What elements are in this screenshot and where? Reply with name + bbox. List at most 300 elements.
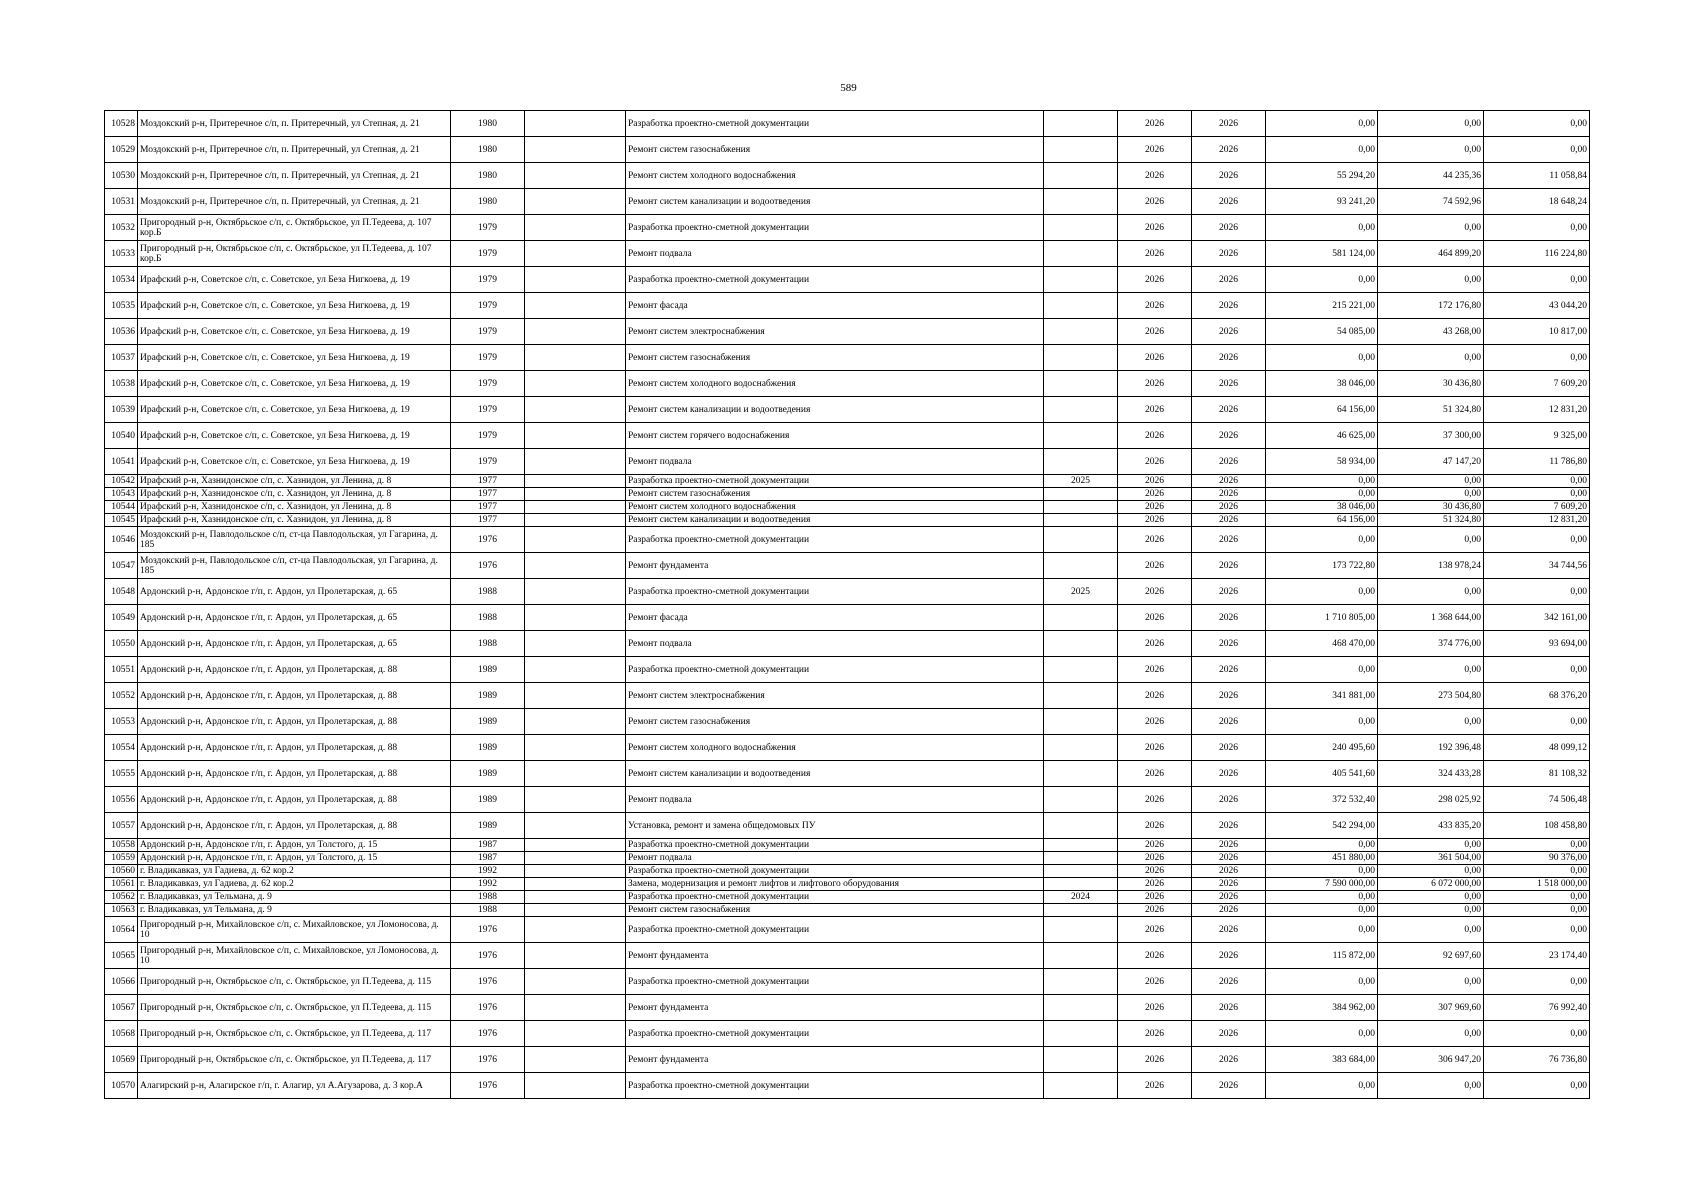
fund-share-cell: 0,00 [1378,215,1484,241]
end-year-cell: 2026 [1192,501,1266,514]
design-year-cell [1044,345,1118,371]
total-cost-cell: 405 541,60 [1266,761,1378,787]
fund-share-cell: 37 300,00 [1378,423,1484,449]
address-cell: Ардонский р-н, Ардонское г/п, г. Ардон, ул Толстого, д. 15 [138,852,451,865]
blank-cell [525,475,626,488]
blank-cell [525,683,626,709]
start-year-cell: 2026 [1118,735,1192,761]
fund-share-cell: 74 592,96 [1378,189,1484,215]
blank-cell [525,371,626,397]
work-type-cell: Ремонт фундамента [626,1047,1044,1073]
year-built-cell: 1979 [451,397,525,423]
row-number: 10530 [105,163,138,189]
start-year-cell: 2026 [1118,683,1192,709]
year-built-cell: 1989 [451,657,525,683]
start-year-cell: 2026 [1118,787,1192,813]
address-cell: Пригородный р-н, Михайловское с/п, с. Михайловское, ул Ломоносова, д. 10 [138,943,451,969]
address-cell: Пригородный р-н, Октябрьское с/п, с. Октябрьское, ул П.Тедеева, д. 107 кор.Б [138,215,451,241]
total-cost-cell: 0,00 [1266,579,1378,605]
end-year-cell: 2026 [1192,891,1266,904]
address-cell: Ардонский р-н, Ардонское г/п, г. Ардон, ул Пролетарская, д. 88 [138,657,451,683]
total-cost-cell: 0,00 [1266,527,1378,553]
fund-share-cell: 0,00 [1378,904,1484,917]
owner-share-cell: 34 744,56 [1484,553,1590,579]
owner-share-cell: 0,00 [1484,904,1590,917]
table-row [105,241,1590,267]
work-type-cell: Ремонт систем газоснабжения [626,137,1044,163]
start-year-cell: 2026 [1118,371,1192,397]
fund-share-cell: 1 368 644,00 [1378,605,1484,631]
end-year-cell: 2026 [1192,631,1266,657]
end-year-cell: 2026 [1192,319,1266,345]
start-year-cell: 2026 [1118,475,1192,488]
end-year-cell: 2026 [1192,397,1266,423]
work-type-cell: Ремонт подвала [626,631,1044,657]
blank-cell [525,111,626,137]
work-type-cell: Разработка проектно-сметной документации [626,527,1044,553]
blank-cell [525,527,626,553]
address-cell: Моздокский р-н, Павлодольское с/п, ст-ца Павлодольская, ул Гагарина, д. 185 [138,553,451,579]
work-type-cell: Замена, модернизация и ремонт лифтов и лифтового оборудования [626,878,1044,891]
total-cost-cell: 38 046,00 [1266,501,1378,514]
year-built-cell: 1976 [451,1047,525,1073]
fund-share-cell: 306 947,20 [1378,1047,1484,1073]
owner-share-cell: 0,00 [1484,137,1590,163]
address-cell: Моздокский р-н, Павлодольское с/п, ст-ца Павлодольская, ул Гагарина, д. 185 [138,527,451,553]
design-year-cell [1044,1047,1118,1073]
end-year-cell: 2026 [1192,904,1266,917]
start-year-cell: 2026 [1118,761,1192,787]
total-cost-cell: 341 881,00 [1266,683,1378,709]
end-year-cell: 2026 [1192,1073,1266,1099]
row-number: 10558 [105,839,138,852]
table-row [105,397,1590,423]
total-cost-cell: 46 625,00 [1266,423,1378,449]
work-type-cell: Ремонт систем электроснабжения [626,319,1044,345]
table-body [105,111,1590,1099]
design-year-cell [1044,527,1118,553]
start-year-cell: 2026 [1118,163,1192,189]
start-year-cell: 2026 [1118,969,1192,995]
design-year-cell [1044,852,1118,865]
table-row [105,111,1590,137]
owner-share-cell: 0,00 [1484,891,1590,904]
design-year-cell [1044,111,1118,137]
table-row [105,189,1590,215]
total-cost-cell: 0,00 [1266,969,1378,995]
work-type-cell: Разработка проектно-сметной документации [626,215,1044,241]
blank-cell [525,761,626,787]
year-built-cell: 1979 [451,241,525,267]
row-number: 10557 [105,813,138,839]
row-number: 10560 [105,865,138,878]
end-year-cell: 2026 [1192,111,1266,137]
start-year-cell: 2026 [1118,605,1192,631]
work-type-cell: Разработка проектно-сметной документации [626,865,1044,878]
table-row [105,761,1590,787]
end-year-cell: 2026 [1192,579,1266,605]
blank-cell [525,605,626,631]
end-year-cell: 2026 [1192,267,1266,293]
design-year-cell: 2025 [1044,475,1118,488]
design-year-cell [1044,683,1118,709]
table-row [105,891,1590,904]
end-year-cell: 2026 [1192,189,1266,215]
end-year-cell: 2026 [1192,371,1266,397]
design-year-cell [1044,449,1118,475]
end-year-cell: 2026 [1192,813,1266,839]
fund-share-cell: 43 268,00 [1378,319,1484,345]
design-year-cell [1044,839,1118,852]
total-cost-cell: 0,00 [1266,215,1378,241]
work-type-cell: Ремонт систем газоснабжения [626,709,1044,735]
owner-share-cell: 0,00 [1484,865,1590,878]
address-cell: Ардонский р-н, Ардонское г/п, г. Ардон, ул Пролетарская, д. 65 [138,605,451,631]
address-cell: Пригородный р-н, Октябрьское с/п, с. Октябрьское, ул П.Тедеева, д. 117 [138,1047,451,1073]
owner-share-cell: 76 736,80 [1484,1047,1590,1073]
work-type-cell: Ремонт систем холодного водоснабжения [626,735,1044,761]
owner-share-cell: 9 325,00 [1484,423,1590,449]
design-year-cell [1044,709,1118,735]
total-cost-cell: 0,00 [1266,904,1378,917]
start-year-cell: 2026 [1118,813,1192,839]
address-cell: Ардонский р-н, Ардонское г/п, г. Ардон, ул Толстого, д. 15 [138,839,451,852]
blank-cell [525,501,626,514]
design-year-cell [1044,865,1118,878]
end-year-cell: 2026 [1192,787,1266,813]
blank-cell [525,995,626,1021]
start-year-cell: 2026 [1118,865,1192,878]
year-built-cell: 1989 [451,761,525,787]
table-row [105,215,1590,241]
end-year-cell: 2026 [1192,293,1266,319]
fund-share-cell: 0,00 [1378,137,1484,163]
blank-cell [525,878,626,891]
fund-share-cell: 192 396,48 [1378,735,1484,761]
total-cost-cell: 0,00 [1266,891,1378,904]
row-number: 10555 [105,761,138,787]
table-row [105,709,1590,735]
design-year-cell [1044,423,1118,449]
address-cell: Ирафский р-н, Хазнидонское с/п, с. Хазнидон, ул Ленина, д. 8 [138,488,451,501]
blank-cell [525,514,626,527]
work-type-cell: Ремонт фасада [626,605,1044,631]
owner-share-cell: 0,00 [1484,267,1590,293]
fund-share-cell: 0,00 [1378,839,1484,852]
owner-share-cell: 12 831,20 [1484,514,1590,527]
end-year-cell: 2026 [1192,488,1266,501]
end-year-cell: 2026 [1192,423,1266,449]
work-type-cell: Ремонт фундамента [626,943,1044,969]
total-cost-cell: 1 710 805,00 [1266,605,1378,631]
address-cell: Ирафский р-н, Советское с/п, с. Советское, ул Беза Нигкоева, д. 19 [138,397,451,423]
work-type-cell: Установка, ремонт и замена общедомовых ПУ [626,813,1044,839]
blank-cell [525,735,626,761]
owner-share-cell: 93 694,00 [1484,631,1590,657]
work-type-cell: Ремонт систем электроснабжения [626,683,1044,709]
start-year-cell: 2026 [1118,527,1192,553]
start-year-cell: 2026 [1118,345,1192,371]
fund-share-cell: 0,00 [1378,111,1484,137]
blank-cell [525,189,626,215]
work-type-cell: Ремонт систем канализации и водоотведения [626,761,1044,787]
row-number: 10550 [105,631,138,657]
table-row [105,943,1590,969]
year-built-cell: 1979 [451,215,525,241]
start-year-cell: 2026 [1118,917,1192,943]
end-year-cell: 2026 [1192,709,1266,735]
design-year-cell [1044,735,1118,761]
row-number: 10567 [105,995,138,1021]
blank-cell [525,631,626,657]
address-cell: Ирафский р-н, Хазнидонское с/п, с. Хазнидон, ул Ленина, д. 8 [138,501,451,514]
start-year-cell: 2026 [1118,111,1192,137]
fund-share-cell: 0,00 [1378,865,1484,878]
year-built-cell: 1979 [451,319,525,345]
design-year-cell [1044,293,1118,319]
start-year-cell: 2026 [1118,241,1192,267]
total-cost-cell: 0,00 [1266,345,1378,371]
year-built-cell: 1989 [451,813,525,839]
table-row [105,1073,1590,1099]
total-cost-cell: 0,00 [1266,475,1378,488]
address-cell: Ирафский р-н, Хазнидонское с/п, с. Хазнидон, ул Ленина, д. 8 [138,514,451,527]
total-cost-cell: 384 962,00 [1266,995,1378,1021]
fund-share-cell: 30 436,80 [1378,371,1484,397]
start-year-cell: 2026 [1118,423,1192,449]
fund-share-cell: 0,00 [1378,267,1484,293]
fund-share-cell: 0,00 [1378,657,1484,683]
start-year-cell: 2026 [1118,709,1192,735]
address-cell: Пригородный р-н, Октябрьское с/п, с. Октябрьское, ул П.Тедеева, д. 115 [138,969,451,995]
fund-share-cell: 92 697,60 [1378,943,1484,969]
owner-share-cell: 11 786,80 [1484,449,1590,475]
design-year-cell [1044,267,1118,293]
table-row [105,514,1590,527]
year-built-cell: 1988 [451,631,525,657]
address-cell: Ирафский р-н, Советское с/п, с. Советское, ул Беза Нигкоева, д. 19 [138,371,451,397]
row-number: 10569 [105,1047,138,1073]
address-cell: Ардонский р-н, Ардонское г/п, г. Ардон, ул Пролетарская, д. 88 [138,683,451,709]
blank-cell [525,852,626,865]
address-cell: Ардонский р-н, Ардонское г/п, г. Ардон, ул Пролетарская, д. 65 [138,579,451,605]
design-year-cell [1044,787,1118,813]
row-number: 10559 [105,852,138,865]
year-built-cell: 1979 [451,423,525,449]
year-built-cell: 1977 [451,488,525,501]
fund-share-cell: 0,00 [1378,1073,1484,1099]
row-number: 10553 [105,709,138,735]
total-cost-cell: 0,00 [1266,1073,1378,1099]
total-cost-cell: 0,00 [1266,917,1378,943]
fund-share-cell: 0,00 [1378,527,1484,553]
row-number: 10568 [105,1021,138,1047]
total-cost-cell: 0,00 [1266,488,1378,501]
address-cell: Ирафский р-н, Советское с/п, с. Советское, ул Беза Нигкоева, д. 19 [138,319,451,345]
table-row [105,839,1590,852]
address-cell: г. Владикавказ, ул Тельмана, д. 9 [138,891,451,904]
work-type-cell: Разработка проектно-сметной документации [626,475,1044,488]
total-cost-cell: 0,00 [1266,839,1378,852]
start-year-cell: 2026 [1118,1047,1192,1073]
owner-share-cell: 76 992,40 [1484,995,1590,1021]
start-year-cell: 2026 [1118,553,1192,579]
year-built-cell: 1979 [451,345,525,371]
year-built-cell: 1988 [451,605,525,631]
blank-cell [525,813,626,839]
row-number: 10538 [105,371,138,397]
owner-share-cell: 23 174,40 [1484,943,1590,969]
owner-share-cell: 1 518 000,00 [1484,878,1590,891]
row-number: 10548 [105,579,138,605]
year-built-cell: 1988 [451,904,525,917]
row-number: 10562 [105,891,138,904]
design-year-cell [1044,488,1118,501]
address-cell: Ирафский р-н, Советское с/п, с. Советское, ул Беза Нигкоева, д. 19 [138,267,451,293]
row-number: 10546 [105,527,138,553]
design-year-cell [1044,657,1118,683]
owner-share-cell: 116 224,80 [1484,241,1590,267]
total-cost-cell: 54 085,00 [1266,319,1378,345]
blank-cell [525,267,626,293]
address-cell: Ардонский р-н, Ардонское г/п, г. Ардон, ул Пролетарская, д. 88 [138,787,451,813]
table-row [105,995,1590,1021]
blank-cell [525,1047,626,1073]
work-type-cell: Ремонт систем канализации и водоотведения [626,514,1044,527]
start-year-cell: 2026 [1118,501,1192,514]
design-year-cell [1044,501,1118,514]
work-type-cell: Ремонт систем газоснабжения [626,488,1044,501]
work-type-cell: Ремонт фундамента [626,995,1044,1021]
fund-share-cell: 44 235,36 [1378,163,1484,189]
end-year-cell: 2026 [1192,605,1266,631]
address-cell: Ардонский р-н, Ардонское г/п, г. Ардон, ул Пролетарская, д. 65 [138,631,451,657]
address-cell: Алагирский р-н, Алагирское г/п, г. Алагир, ул А.Агузарова, д. 3 кор.А [138,1073,451,1099]
work-type-cell: Ремонт подвала [626,241,1044,267]
table-row [105,969,1590,995]
fund-share-cell: 0,00 [1378,475,1484,488]
address-cell: Пригородный р-н, Октябрьское с/п, с. Октябрьское, ул П.Тедеева, д. 117 [138,1021,451,1047]
design-year-cell [1044,189,1118,215]
table-row [105,345,1590,371]
year-built-cell: 1988 [451,891,525,904]
design-year-cell [1044,553,1118,579]
page-number: 589 [840,82,857,94]
work-type-cell: Ремонт систем газоснабжения [626,904,1044,917]
work-type-cell: Ремонт фасада [626,293,1044,319]
end-year-cell: 2026 [1192,865,1266,878]
row-number: 10565 [105,943,138,969]
fund-share-cell: 307 969,60 [1378,995,1484,1021]
start-year-cell: 2026 [1118,852,1192,865]
work-type-cell: Разработка проектно-сметной документации [626,267,1044,293]
year-built-cell: 1979 [451,371,525,397]
owner-share-cell: 43 044,20 [1484,293,1590,319]
total-cost-cell: 0,00 [1266,111,1378,137]
start-year-cell: 2026 [1118,904,1192,917]
table-row [105,553,1590,579]
table-row [105,852,1590,865]
table-row [105,683,1590,709]
address-cell: Ардонский р-н, Ардонское г/п, г. Ардон, ул Пролетарская, д. 88 [138,813,451,839]
fund-share-cell: 0,00 [1378,345,1484,371]
row-number: 10563 [105,904,138,917]
work-type-cell: Ремонт систем канализации и водоотведения [626,189,1044,215]
start-year-cell: 2026 [1118,995,1192,1021]
fund-share-cell: 374 776,00 [1378,631,1484,657]
year-built-cell: 1979 [451,293,525,319]
fund-share-cell: 47 147,20 [1378,449,1484,475]
blank-cell [525,241,626,267]
table-row [105,267,1590,293]
work-type-cell: Разработка проектно-сметной документации [626,891,1044,904]
total-cost-cell: 64 156,00 [1266,397,1378,423]
start-year-cell: 2026 [1118,488,1192,501]
fund-share-cell: 0,00 [1378,891,1484,904]
blank-cell [525,423,626,449]
year-built-cell: 1992 [451,865,525,878]
design-year-cell [1044,761,1118,787]
year-built-cell: 1976 [451,553,525,579]
blank-cell [525,553,626,579]
row-number: 10547 [105,553,138,579]
year-built-cell: 1976 [451,1073,525,1099]
address-cell: Моздокский р-н, Притеречное с/п, п. Притеречный, ул Степная, д. 21 [138,111,451,137]
start-year-cell: 2026 [1118,878,1192,891]
address-cell: г. Владикавказ, ул Гадиева, д. 62 кор.2 [138,878,451,891]
row-number: 10543 [105,488,138,501]
owner-share-cell: 10 817,00 [1484,319,1590,345]
owner-share-cell: 108 458,80 [1484,813,1590,839]
row-number: 10540 [105,423,138,449]
design-year-cell [1044,904,1118,917]
design-year-cell [1044,969,1118,995]
total-cost-cell: 215 221,00 [1266,293,1378,319]
work-type-cell: Ремонт систем холодного водоснабжения [626,163,1044,189]
owner-share-cell: 7 609,20 [1484,371,1590,397]
year-built-cell: 1976 [451,995,525,1021]
table-row [105,813,1590,839]
owner-share-cell: 0,00 [1484,839,1590,852]
design-year-cell [1044,241,1118,267]
end-year-cell: 2026 [1192,137,1266,163]
row-number: 10549 [105,605,138,631]
work-type-cell: Разработка проектно-сметной документации [626,1021,1044,1047]
design-year-cell [1044,514,1118,527]
work-type-cell: Ремонт систем газоснабжения [626,345,1044,371]
owner-share-cell: 0,00 [1484,488,1590,501]
row-number: 10534 [105,267,138,293]
end-year-cell: 2026 [1192,969,1266,995]
owner-share-cell: 48 099,12 [1484,735,1590,761]
address-cell: г. Владикавказ, ул Тельмана, д. 9 [138,904,451,917]
fund-share-cell: 273 504,80 [1378,683,1484,709]
end-year-cell: 2026 [1192,514,1266,527]
design-year-cell [1044,631,1118,657]
work-type-cell: Ремонт подвала [626,787,1044,813]
end-year-cell: 2026 [1192,852,1266,865]
table-row [105,657,1590,683]
table-row [105,631,1590,657]
end-year-cell: 2026 [1192,839,1266,852]
table-row [105,605,1590,631]
table-row [105,579,1590,605]
end-year-cell: 2026 [1192,1021,1266,1047]
design-year-cell [1044,215,1118,241]
total-cost-cell: 38 046,00 [1266,371,1378,397]
blank-cell [525,904,626,917]
start-year-cell: 2026 [1118,579,1192,605]
